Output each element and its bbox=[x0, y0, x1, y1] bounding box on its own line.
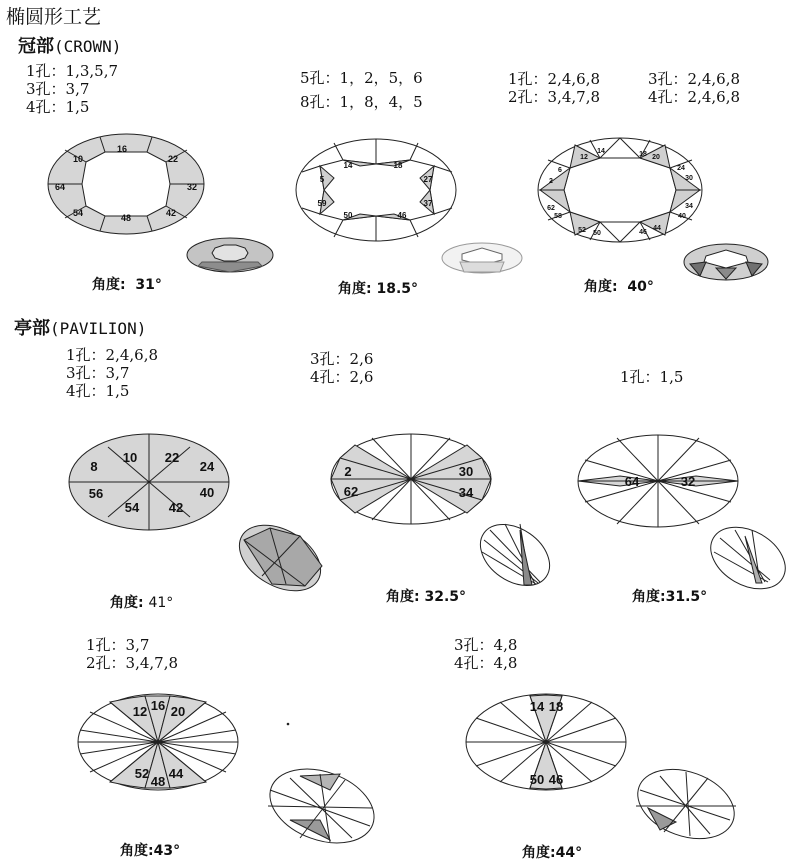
crown-d1-3d bbox=[187, 238, 273, 272]
facet-label: 54 bbox=[124, 500, 140, 515]
facet-label: 37 bbox=[423, 199, 433, 208]
hole-line: 3孔：2,4,6,8 bbox=[648, 70, 741, 88]
facet-label: 20 bbox=[652, 154, 660, 161]
facet-label: 62 bbox=[547, 205, 555, 212]
crown-d2-3d bbox=[442, 243, 522, 273]
pav-p1-3d bbox=[228, 512, 332, 604]
hole-line: 1孔：2,4,6,8 bbox=[66, 346, 159, 364]
facet-label: 50 bbox=[529, 772, 545, 787]
angle-label: 角度: bbox=[584, 279, 618, 295]
angle-label: 角度: bbox=[92, 277, 126, 293]
facet-label: 12 bbox=[580, 154, 588, 161]
facet-label: 30 bbox=[458, 464, 474, 479]
hole-line: 3孔：2,6 bbox=[310, 350, 374, 368]
facet-label: 64 bbox=[624, 474, 640, 489]
facet-label: 32 bbox=[680, 474, 696, 489]
facet-label: 52 bbox=[578, 227, 586, 234]
hole-line: 4孔：1,5 bbox=[66, 382, 130, 400]
pav-p2-3d bbox=[469, 512, 561, 598]
crown-d2-diagram bbox=[296, 139, 456, 241]
facet-label: 14 bbox=[343, 161, 353, 170]
facet-label: 27 bbox=[423, 175, 433, 184]
hole-line: 1孔：2,4,6,8 bbox=[508, 70, 601, 88]
crown-d3-diagram bbox=[538, 138, 702, 242]
facet-label: 5 bbox=[319, 175, 325, 184]
facet-label: 22 bbox=[164, 450, 180, 465]
hole-line: 4孔：4,8 bbox=[454, 654, 518, 672]
pav-p4-3d bbox=[260, 756, 385, 857]
facet-label: 46 bbox=[548, 772, 564, 787]
facet-label: 8 bbox=[90, 459, 98, 474]
facet-label: 64 bbox=[54, 182, 66, 192]
angle-value: 18.5° bbox=[376, 281, 419, 297]
facet-label: 18 bbox=[393, 161, 403, 170]
hole-line: 4孔：2,4,6,8 bbox=[648, 88, 741, 106]
facet-label: 10 bbox=[72, 154, 84, 164]
facet-label: 18 bbox=[639, 151, 647, 158]
facet-label: 50 bbox=[343, 211, 353, 220]
facet-label: 10 bbox=[122, 450, 138, 465]
facet-label: 40 bbox=[199, 485, 215, 500]
pavilion-heading-en: (PAVILION) bbox=[50, 319, 147, 338]
hole-line: 4孔：2,6 bbox=[310, 368, 374, 386]
facet-label: 6 bbox=[558, 167, 562, 174]
facet-label: 52 bbox=[134, 766, 150, 781]
facet-label: 14 bbox=[597, 148, 605, 155]
facet-label: 46 bbox=[397, 211, 407, 220]
angle-value: 40° bbox=[627, 279, 654, 295]
hole-line: 3孔：4,8 bbox=[454, 636, 518, 654]
hole-line: 3孔：3,7 bbox=[66, 364, 130, 382]
facet-label: 44 bbox=[168, 766, 184, 781]
facet-label: 56 bbox=[88, 486, 104, 501]
facet-label: 42 bbox=[165, 208, 177, 218]
facet-label: 59 bbox=[317, 199, 327, 208]
facet-label: 40 bbox=[678, 213, 686, 220]
angle-value: 32.5° bbox=[424, 589, 467, 605]
pav-p1-diagram bbox=[69, 434, 229, 530]
angle-value: 31.5° bbox=[665, 589, 708, 605]
pavilion-heading-cn: 亭部 bbox=[14, 318, 50, 339]
facet-label: 58 bbox=[554, 213, 562, 220]
hole-line: 3孔：3,7 bbox=[26, 80, 90, 98]
hole-line: 4孔：1,5 bbox=[26, 98, 90, 116]
facet-label: 24 bbox=[199, 459, 215, 474]
facet-label: 2 bbox=[344, 464, 352, 479]
facet-label: 30 bbox=[685, 175, 693, 182]
facet-label: 12 bbox=[132, 704, 148, 719]
angle-value: 41° bbox=[148, 595, 174, 611]
facet-label: 46 bbox=[639, 229, 647, 236]
facet-label: 32 bbox=[186, 182, 198, 192]
facet-label: 14 bbox=[529, 699, 545, 714]
facet-label: 48 bbox=[120, 213, 132, 223]
hole-line: 1孔：3,7 bbox=[86, 636, 150, 654]
pav-p2-diagram bbox=[331, 434, 491, 524]
crown-d3-3d bbox=[684, 244, 768, 280]
angle-label: 角度: bbox=[338, 281, 372, 297]
hole-line: 8孔：1，8，4，5 bbox=[300, 93, 423, 111]
facet-label: 18 bbox=[548, 699, 564, 714]
crown-heading-cn: 冠部 bbox=[18, 36, 54, 57]
pav-p5-diagram bbox=[466, 694, 626, 790]
hole-line: 5孔：1，2，5，6 bbox=[300, 69, 423, 87]
facet-label: 34 bbox=[458, 485, 474, 500]
angle-value: 43° bbox=[153, 843, 181, 859]
facet-label: 24 bbox=[677, 165, 685, 172]
facet-label: 62 bbox=[343, 484, 359, 499]
page-title: 椭圆形工艺 bbox=[6, 6, 102, 28]
angle-label: 角度: bbox=[120, 843, 154, 859]
angle-label: 角度: bbox=[522, 845, 556, 861]
hole-line: 1孔：1,3,5,7 bbox=[26, 62, 119, 80]
hole-line: 2孔：3,4,7,8 bbox=[508, 88, 601, 106]
facet-label: 16 bbox=[116, 144, 128, 154]
facet-label: 22 bbox=[167, 154, 179, 164]
facet-label: 54 bbox=[72, 208, 84, 218]
facet-label: 48 bbox=[150, 774, 166, 789]
facet-label: 34 bbox=[685, 203, 693, 210]
crown-heading-en: (CROWN) bbox=[54, 37, 122, 56]
angle-value: 31° bbox=[135, 277, 162, 293]
pav-p3-diagram bbox=[578, 435, 738, 527]
facet-label: 20 bbox=[170, 704, 186, 719]
angle-label: 角度: bbox=[632, 589, 666, 605]
facet-label: 2 bbox=[549, 178, 553, 185]
pav-p3-3d bbox=[700, 515, 796, 602]
facet-label: 42 bbox=[168, 500, 184, 515]
facet-label: 44 bbox=[653, 225, 661, 232]
facet-label: 16 bbox=[150, 698, 166, 713]
hole-line: 1孔：1,5 bbox=[620, 368, 684, 386]
stray-dot bbox=[287, 723, 289, 725]
facet-label: 50 bbox=[593, 230, 601, 237]
angle-value: 44° bbox=[555, 845, 583, 861]
angle-label: 角度: bbox=[386, 589, 420, 605]
angle-label: 角度: bbox=[110, 595, 144, 611]
pav-p5-3d bbox=[628, 757, 744, 851]
hole-line: 2孔：3,4,7,8 bbox=[86, 654, 179, 672]
